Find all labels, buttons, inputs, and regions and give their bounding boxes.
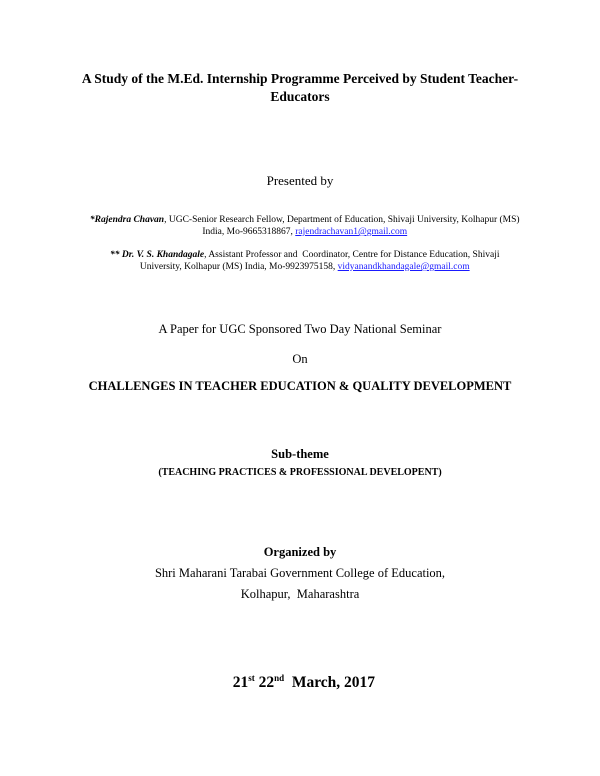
author-2-line-2: [0, 249, 600, 285]
title-line-1: A Study of the M.Ed. Internship Programme Perceived by Student Teacher-: [81, 71, 519, 86]
presented-by-label: Presented by: [266, 173, 334, 188]
author-1-contact: India, Mo-9665318867,: [202, 227, 296, 237]
title-line-2: Educators: [270, 89, 330, 104]
organized-by-label: Organized by: [263, 545, 337, 559]
author-2-name: ** Dr. V. S. Khandagale: [110, 250, 205, 260]
date-day-1-suffix: st: [248, 673, 255, 683]
date-day-2: 22: [254, 674, 275, 691]
seminar-theme: CHALLENGES IN TEACHER EDUCATION & QUALITY DEVELOPMENT: [88, 379, 512, 393]
author-2-affiliation: , Assistant Professor and Coordinator, Centre for Distance Education, Shivaji: [204, 250, 500, 260]
author-1-name: *Rajendra Chavan: [89, 215, 165, 225]
organizer-location: Kolhapur, Maharashtra: [240, 587, 360, 601]
author-1-affiliation: , UGC-Senior Research Fellow, Department of Education, Shivaji University, Kolhapur (MS): [164, 215, 520, 225]
seminar-on: On: [292, 352, 308, 366]
organizer-college: Shri Maharani Tarabai Government College of Education,: [154, 566, 446, 580]
date-day-1: 21: [232, 674, 249, 691]
subtheme-label: Sub-theme: [271, 447, 329, 461]
author-2-email-link[interactable]: vidyanandkhandagale@gmail.com: [337, 262, 470, 272]
author-1-email-link[interactable]: rajendrachavan1@gmail.com: [295, 227, 408, 237]
subtheme-text: (TEACHING PRACTICES & PROFESSIONAL DEVELOPENT): [158, 467, 442, 478]
seminar-line: A Paper for UGC Sponsored Two Day National Seminar: [158, 322, 442, 336]
seminar-date: [0, 656, 600, 692]
author-2-contact: University, Kolhapur (MS) India, Mo-9923975158,: [139, 262, 338, 272]
date-month-year: March, 2017: [284, 674, 376, 691]
date-day-2-suffix: nd: [274, 673, 285, 683]
